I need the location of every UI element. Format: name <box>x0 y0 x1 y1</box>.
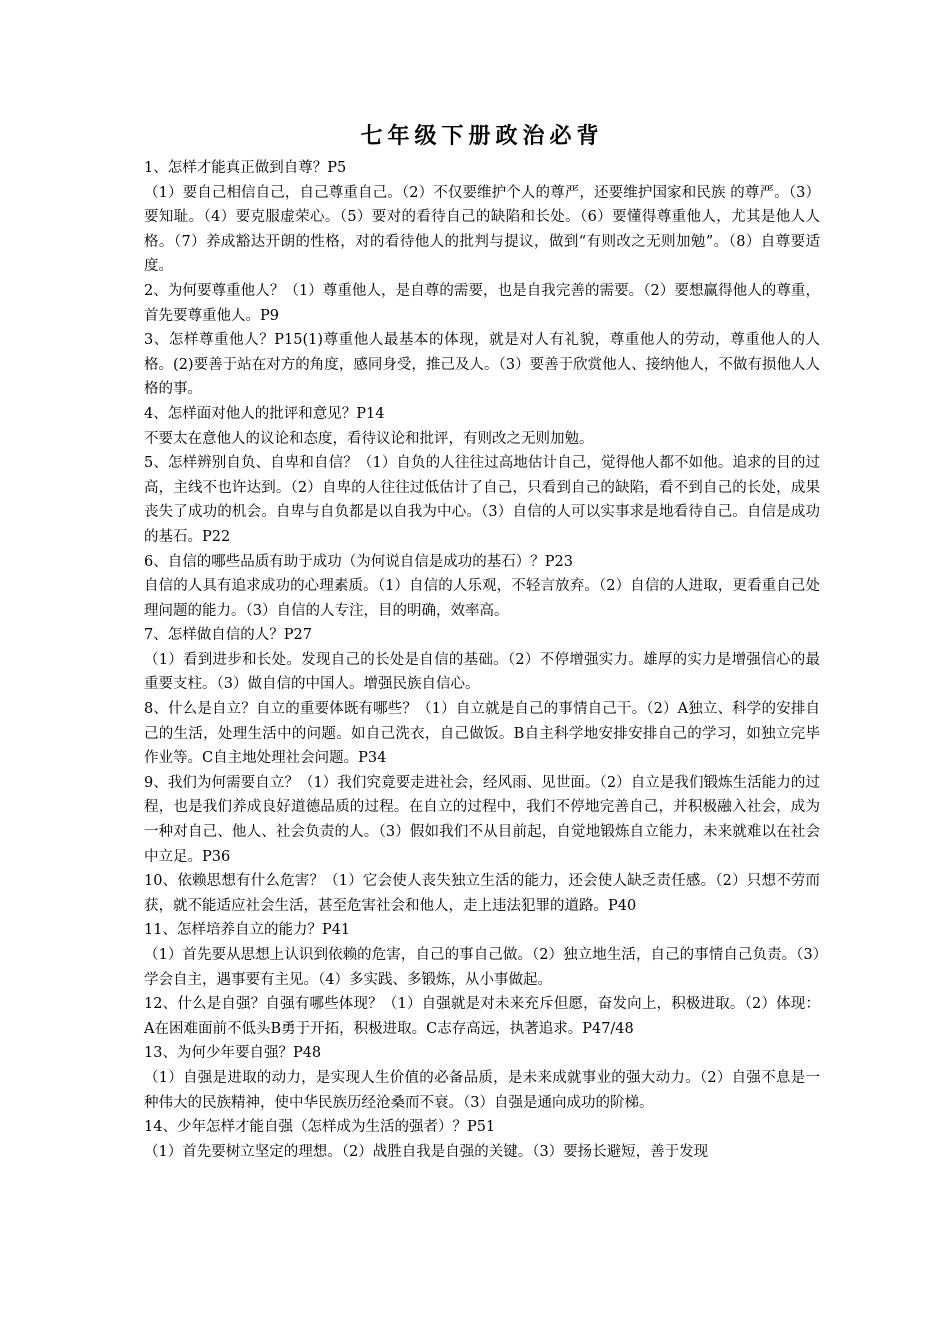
paragraph: 不要太在意他人的议论和态度，看待议论和批评，有则改之无则加勉。 <box>144 430 594 447</box>
paragraph: 5、怎样辨别自负、自卑和自信？（1）自负的人往往过高地估计自己，觉得他人都不如他。追求的目的过高，主线不也许达到。（2）自卑的人往往过低估计了自己，只看到自己的缺陷，看不到自己的长处，成果丧失了成功的机会。自卑与自负都是以自我为中心。（3）自信的人可以实事求是地看待自己。自信是成功的基石。P22 <box>144 455 820 545</box>
paragraph: （1）看到进步和长处。发现自己的长处是自信的基础。（2）不停增强实力。雄厚的实力是增强信心的最重要支柱。（3）做自信的中国人。增强民族自信心。 <box>144 651 820 693</box>
paragraph: （1）自强是进取的动力，是实现人生价值的必备品质，是未来成就事业的强大动力。（2）自强不息是一种伟大的民族精神，使中华民族历经沧桑而不衰。（3）自强是通向成功的阶梯。 <box>144 1069 820 1111</box>
document-page <box>144 118 820 1164</box>
paragraph: 4、怎样面对他人的批评和意见？P14 <box>144 405 385 422</box>
paragraph: 14、少年怎样才能自强（怎样成为生活的强者）？P51 <box>144 1119 496 1136</box>
paragraph: （1）首先要树立坚定的理想。（2）战胜自我是自强的关键。（3）要扬长避短，善于发现 <box>144 1143 709 1160</box>
paragraph: 1、怎样才能真正做到自尊？P5 <box>144 160 347 176</box>
paragraph: 13、为何少年要自强？P48 <box>144 1045 322 1062</box>
paragraph: 2、为何要尊重他人？（1）尊重他人，是自尊的需要，也是自我完善的需要。（2）要想赢得他人的尊重，首先要尊重他人。P9 <box>144 282 820 324</box>
paragraph: 12、什么是自强？自强有哪些体现？（1）自强就是对未来充斥但愿，奋发向上，积极进取。（2）体现：A在困难面前不低头B勇于开拓，积极进取。C志存高远，执著追求。P47/48 <box>144 996 820 1037</box>
paragraph: 8、什么是自立？自立的重要体既有哪些？（1）自立就是自己的事情自己干。（2）A独立、科学的安排自己的生活，处理生活中的问题。如自己洗衣，自己做饭。B自主科学地安排安排自己的学习，如独立完毕作业等。C自主地处理社会问题。P34 <box>144 701 820 767</box>
paragraph: 3、怎样尊重他人？P15(1)尊重他人最基本的体现，就是对人有礼貌，尊重他人的劳动，尊重他人的人格。(2)要善于站在对方的角度，感同身受，推己及人。（3）要善于欣赏他人、接纳他人，不做有损他人人格的事。 <box>144 332 820 398</box>
paragraph: 自信的人具有追求成功的心理素质。（1）自信的人乐观，不轻言放弃。（2）自信的人进取，更看重自己处理问题的能力。（3）自信的人专注，目的明确，效率高。 <box>144 578 820 619</box>
paragraph: 11、怎样培养自立的能力？P41 <box>144 922 351 939</box>
paragraph: 6、自信的哪些品质有助于成功（为何说自信是成功的基石）？P23 <box>144 553 573 570</box>
paragraph: 9、我们为何需要自立？（1）我们究竟要走进社会，经风雨、见世面。（2）自立是我们锻炼生活能力的过程，也是我们养成良好道德品质的过程。在自立的过程中，我们不停地完善自己，并积极融入社会，成为一种对自己、他人、社会负责的人。（3）假如我们不从目前起，自觉地锻炼自立能力，未来就难以在社会中立足。P36 <box>144 774 820 865</box>
paragraph: 10、依赖思想有什么危害？（1）它会使人丧失独立生活的能力，还会使人缺乏责任感。（2）只想不劳而获，就不能适应社会生活，甚至危害社会和他人，走上违法犯罪的道路。P40 <box>144 873 820 914</box>
document-title: 七年级下册政治必背 <box>360 123 604 149</box>
paragraph: （1）首先要从思想上认识到依赖的危害，自己的事自己做。（2）独立地生活，自己的事情自己负责。（3）学会自主，遇事要有主见。（4）多实践、多锻炼，从小事做起。 <box>144 947 820 988</box>
paragraph: 7、怎样做自信的人？P27 <box>144 627 312 644</box>
paragraph: （1）要自己相信自己，自己尊重自己。（2）不仅要维护个人的尊严，还要维护国家和民族 的尊严。（3）要知耻。（4）要克服虚荣心。（5）要对的看待自己的缺陷和长处。（6）要懂得尊重他人，尤其是他人人格。（7）养成豁达开朗的性格，对的看待他人的批判与提议，做到“有则改之无则加勉”。（8）自尊要适度。 <box>144 184 820 275</box>
